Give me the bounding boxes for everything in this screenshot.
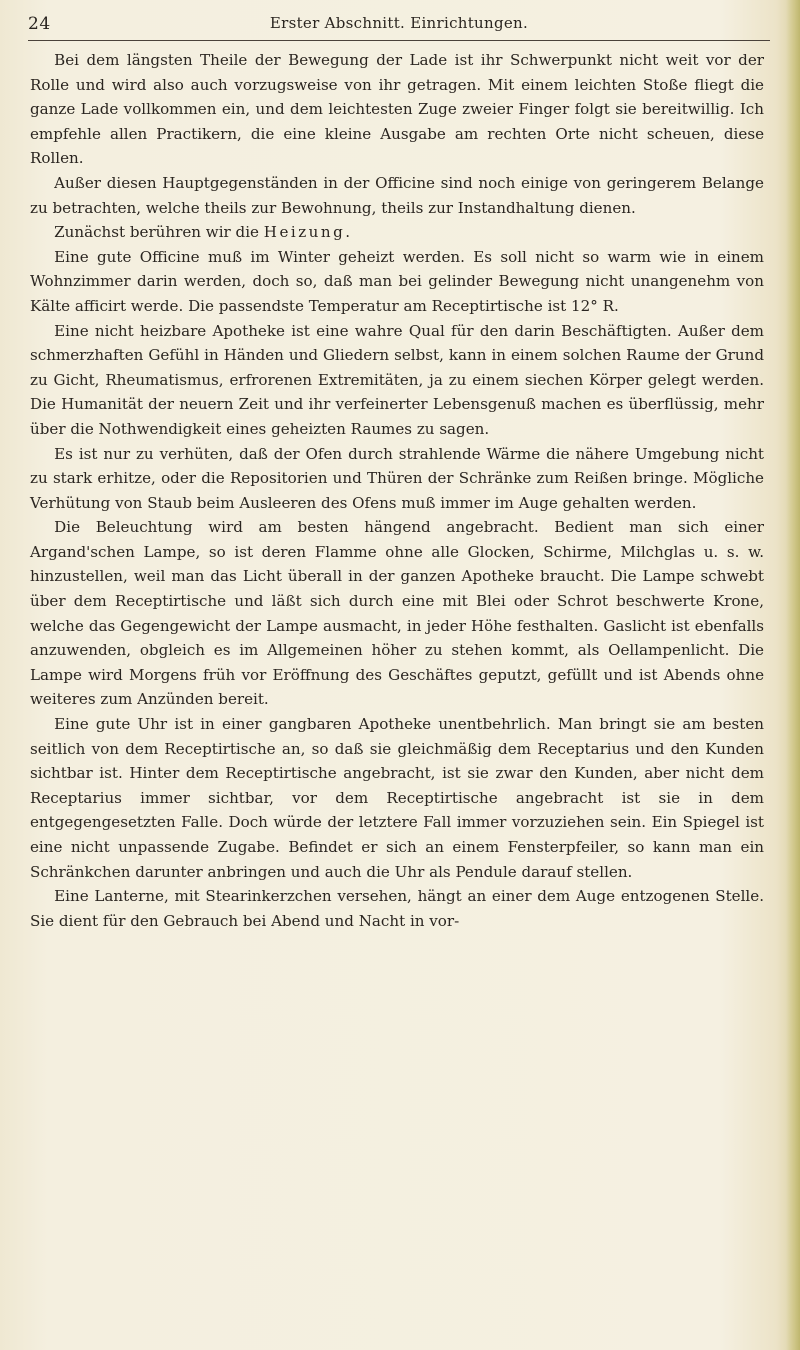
- paragraph-rollen: Bei dem längsten Theile der Bewegung der Lade ist ihr Schwerpunkt nicht weit vor der Rolle und wird also auch vorzugsweise von ihr getragen. Mit einem leichten Stoße fliegt die ganze Lade vollkommen ein, und dem leichtesten Zuge zweier Finger folgt sie bereitwillig. Ich empfehle allen Practikern, die eine kleine Ausgabe am rechten Orte nicht scheuen, diese Rollen.: [30, 51, 764, 168]
- paragraph-ofen: Es ist nur zu verhüten, daß der Ofen durch strahlende Wärme die nähere Umgebung nicht zu stark erhitze, oder die Repositorien und Thüren der Schränke zum Reißen bringe. Mögliche Verhütung von Staub beim Ausleeren des Ofens muß immer im Auge gehalten werden.: [30, 444, 764, 512]
- paragraph-winterheizung: Eine gute Officine muß im Winter geheizt werden. Es soll nicht so warm wie in einem Wohnzimmer darin werden, doch so, daß man bei gelinder Bewegung nicht unangenehm von Kälte afficirt werde. Die passendste Temperatur am Receptirtische ist 12° R.: [30, 247, 764, 315]
- page-number: 24: [28, 14, 51, 34]
- heizung-intro-end: .: [345, 223, 351, 242]
- page-header: [28, 12, 770, 41]
- paragraph-uhr: Eine gute Uhr ist in einer gangbaren Apotheke unentbehrlich. Man bringt sie am besten seitlich von dem Receptirtische an, so daß sie gleichmäßig dem Receptarius und den Kunden sichtbar ist. Hinter dem Receptirtische angebracht, ist sie zwar den Kunden, aber nicht dem Receptarius immer sichtbar, vor dem Receptirtische angebracht ist sie in dem entgegengesetzten Falle. Doch würde der letztere Fall immer vorzuziehen sein. Ein Spiegel ist eine nicht unpassende Zugabe. Befindet er sich an einem Fensterpfeiler, so kann man ein Schränkchen darunter anbringen und auch die Uhr als Pendule darauf stellen.: [30, 715, 764, 881]
- paragraph-beleuchtung: Die Beleuchtung wird am besten hängend angebracht. Bedient man sich einer Argand'schen Lampe, so ist deren Flamme ohne alle Glocken, Schirme, Milchglas u. s. w. hinzustellen, weil man das Licht überall in der ganzen Apotheke braucht. Die Lampe schwebt über dem Receptirtische und läßt sich durch eine mit Blei oder Schrot beschwerte Krone, welche das Gegengewicht der Lampe ausmacht, in jeder Höhe festhalten. Gaslicht ist ebenfalls anzuwenden, obgleich es im Allgemeinen höher zu stehen kommt, als Oellampenlicht. Die Lampe wird Morgens früh vor Eröffnung des Geschäftes geputzt, gefüllt und ist Abends ohne weiteres zum Anzünden bereit.: [30, 518, 764, 709]
- heizung-term: Heizung: [263, 223, 346, 242]
- body-text: [30, 48, 764, 933]
- heizung-intro-text: Zunächst berühren wir die: [54, 223, 264, 242]
- page-edge-discoloration: [786, 0, 800, 1350]
- paragraph-lanterne: Eine Lanterne, mit Stearinkerzchen versehen, hängt an einer dem Auge entzogenen Stelle. Sie dient für den Gebrauch bei Abend und Nacht in vor-: [30, 887, 764, 930]
- running-head: Erster Abschnitt. Einrichtungen.: [269, 14, 529, 32]
- paragraph-unheizbare-apotheke: Eine nicht heizbare Apotheke ist eine wahre Qual für den darin Beschäftigten. Außer dem schmerzhaften Gefühl in Händen und Gliedern selbst, kann in einem solchen Raume der Grund zu Gicht, Rheumatismus, erfrorenen Extremitäten, ja zu einem siechen Körper gelegt werden. Die Humanität der neuern Zeit und ihr verfeinerter Lebensgenuß machen es überflüssig, mehr über die Nothwendigkeit eines geheizten Raumes zu sagen.: [30, 321, 764, 438]
- paragraph-heizung-intro: [30, 220, 764, 245]
- paragraph-nebengegenstaende: Außer diesen Hauptgegenständen in der Officine sind noch einige von geringerem Belange zu betrachten, welche theils zur Bewohnung, theils zur Instandhaltung dienen.: [30, 173, 764, 217]
